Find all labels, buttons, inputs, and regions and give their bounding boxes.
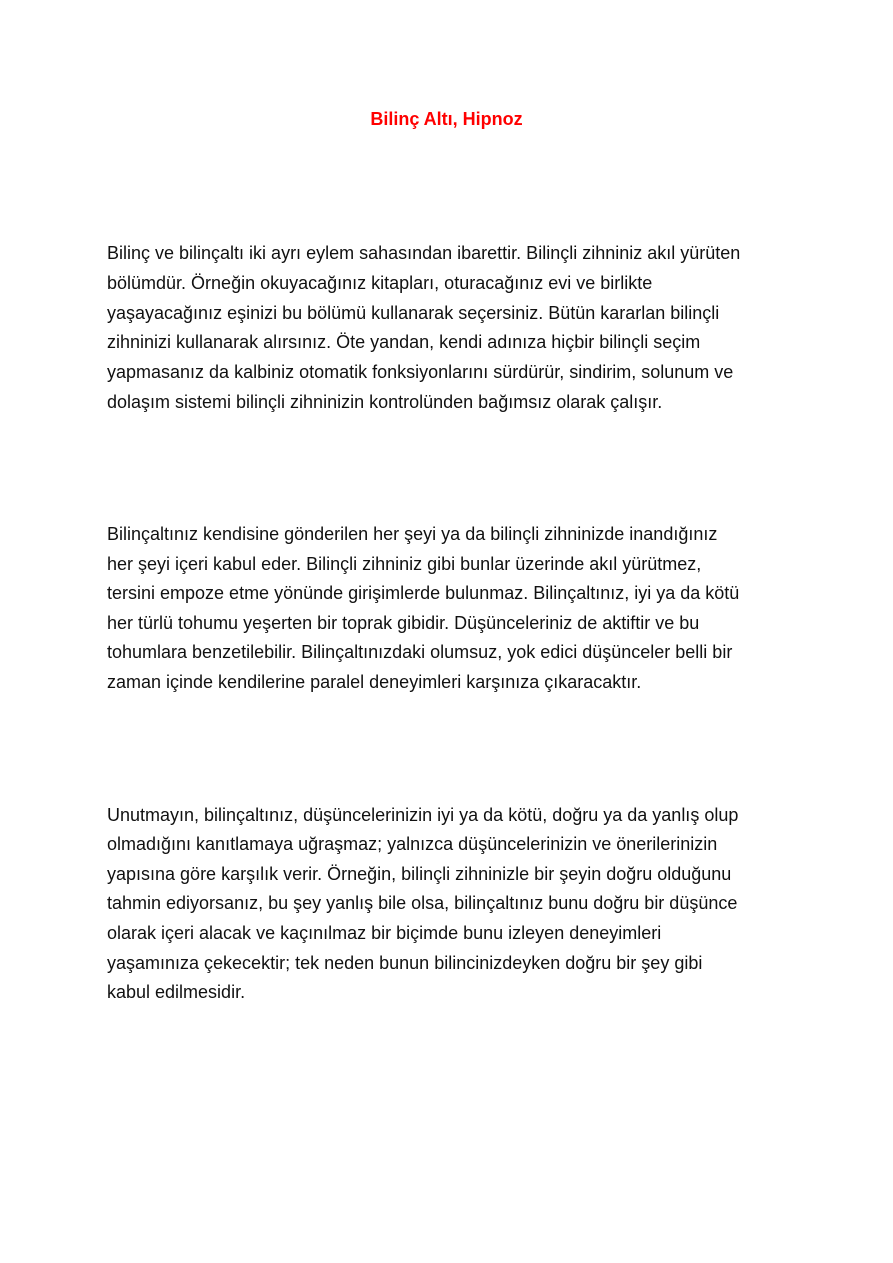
- paragraph-3-line-4: tahmin ediyorsanız, bu şey yanlış bile olsa, bilinçaltınız bunu doğru bir düşünce: [107, 893, 738, 913]
- paragraph-2-line-5: tohumlara benzetilebilir. Bilinçaltınızdaki olumsuz, yok edici düşünceler belli bir: [107, 642, 733, 662]
- paragraph-1-line-4: zihninizi kullanarak alırsınız. Öte yandan, kendi adınıza hiçbir bilinçli seçim: [107, 332, 701, 352]
- paragraph-2-line-4: her türlü tohumu yeşerten bir toprak gibidir. Düşünceleriniz de aktiftir ve bu: [107, 613, 700, 633]
- paragraph-1-line-5: yapmasanız da kalbiniz otomatik fonksiyonlarını sürdürür, sindirim, solunum ve: [107, 362, 734, 382]
- paragraph-3-line-1: Unutmayın, bilinçaltınız, düşüncelerinizin iyi ya da kötü, doğru ya da yanlış olup: [107, 805, 739, 825]
- paragraph-2-line-3: tersini empoze etme yönünde girişimlerde bulunmaz. Bilinçaltınız, iyi ya da kötü: [107, 583, 740, 603]
- paragraph-3-line-5: olarak içeri alacak ve kaçınılmaz bir biçimde bunu izleyen deneyimleri: [107, 923, 662, 943]
- paragraph-1-line-2: bölümdür. Örneğin okuyacağınız kitapları, oturacağınız evi ve birlikte: [107, 273, 653, 293]
- document-title: Bilinç Altı, Hipnoz: [370, 109, 523, 129]
- paragraph-2-line-6: zaman içinde kendilerine paralel deneyimleri karşınıza çıkaracaktır.: [107, 672, 642, 692]
- paragraph-1-line-1: Bilinç ve bilinçaltı iki ayrı eylem sahasından ibarettir. Bilinçli zihniniz akıl yürüten: [107, 243, 741, 263]
- paragraph-3-line-7: kabul edilmesidir.: [107, 982, 246, 1002]
- paragraph-1-line-3: yaşayacağınız eşinizi bu bölümü kullanarak seçersiniz. Bütün kararlan bilinçli: [107, 303, 720, 323]
- paragraph-3-line-2: olmadığını kanıtlamaya uğraşmaz; yalnızca düşüncelerinizin ve önerilerinizin: [107, 834, 718, 854]
- paragraph-2-line-2: her şeyi içeri kabul eder. Bilinçli zihniniz gibi bunlar üzerinde akıl yürütmez,: [107, 554, 702, 574]
- paragraph-1-line-6: dolaşım sistemi bilinçli zihninizin kontrolünden bağımsız olarak çalışır.: [107, 392, 663, 412]
- paragraph-3-line-6: yaşamınıza çekecektir; tek neden bunun bilincinizdeyken doğru bir şey gibi: [107, 953, 703, 973]
- paragraph-2-line-1: Bilinçaltınız kendisine gönderilen her şeyi ya da bilinçli zihninizde inandığınız: [107, 524, 718, 544]
- paragraph-3-line-3: yapısına göre karşılık verir. Örneğin, bilinçli zihninizle bir şeyin doğru olduğunu: [107, 864, 732, 884]
